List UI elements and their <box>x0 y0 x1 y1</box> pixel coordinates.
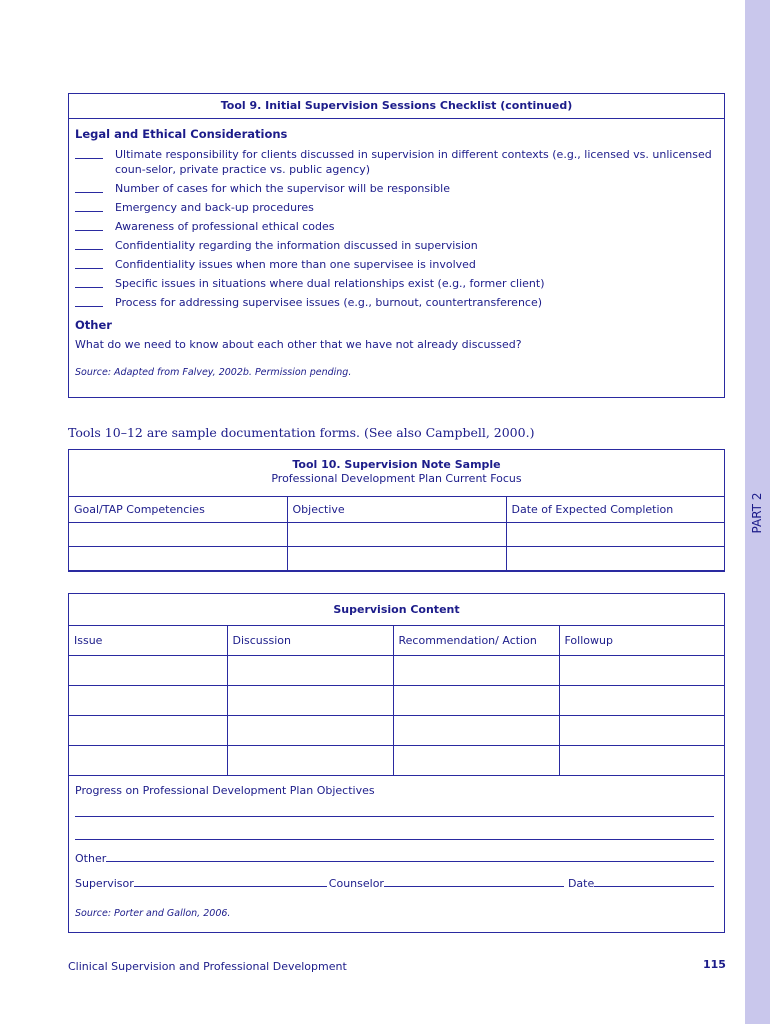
supervision-source: Source: Porter and Gallon, 2006. <box>75 908 231 919</box>
other-label: Other <box>75 852 107 865</box>
table-row <box>69 716 724 746</box>
table-cell[interactable] <box>506 547 724 571</box>
other-field[interactable] <box>106 849 714 862</box>
focus-table <box>69 497 724 571</box>
table-cell[interactable] <box>559 656 724 686</box>
progress-line[interactable] <box>75 816 714 817</box>
intro-text: Tools 10–12 are sample documentation forms. (See also Campbell, 2000.) <box>68 425 535 440</box>
table-header-row <box>69 497 724 523</box>
tool9-title: Tool 9. Initial Supervision Sessions Checklist (continued) <box>69 94 724 119</box>
checklist-item: Emergency and back-up procedures <box>75 200 714 215</box>
column-header: Goal/TAP Competencies <box>69 497 287 523</box>
table-cell[interactable] <box>69 746 227 776</box>
supervisor-label: Supervisor <box>75 877 134 890</box>
table-row <box>69 686 724 716</box>
checkbox-blank[interactable] <box>75 211 103 212</box>
table-cell[interactable] <box>227 746 393 776</box>
checklist-item: Awareness of professional ethical codes <box>75 219 714 234</box>
checklist-item: Specific issues in situations where dual relationships exist (e.g., former client) <box>75 276 714 291</box>
page-number: 115 <box>703 958 726 971</box>
tool10-box <box>68 449 725 572</box>
checkbox-blank[interactable] <box>75 268 103 269</box>
checkbox-blank[interactable] <box>75 249 103 250</box>
checkbox-blank[interactable] <box>75 230 103 231</box>
table-cell[interactable] <box>69 686 227 716</box>
tool10-title: Tool 10. Supervision Note Sample <box>292 458 501 471</box>
tool9-box <box>68 93 725 398</box>
table-header-row <box>69 626 724 656</box>
content-table <box>69 626 724 776</box>
date-label: Date <box>567 877 595 890</box>
checklist-item: Number of cases for which the supervisor will be responsible <box>75 181 714 196</box>
counselor-label: Counselor <box>328 877 384 890</box>
checkbox-blank[interactable] <box>75 287 103 288</box>
table-row <box>69 523 724 547</box>
checkbox-blank[interactable] <box>75 306 103 307</box>
table-cell[interactable] <box>287 523 506 547</box>
supervisor-field[interactable] <box>134 874 327 887</box>
table-cell[interactable] <box>287 547 506 571</box>
table-cell[interactable] <box>506 523 724 547</box>
checklist-item: Confidentiality issues when more than one supervisee is involved <box>75 257 714 272</box>
table-cell[interactable] <box>393 686 559 716</box>
tool10-header <box>69 450 724 497</box>
legal-section-heading: Legal and Ethical Considerations <box>75 127 288 141</box>
other-row <box>75 849 714 865</box>
supervision-content-title: Supervision Content <box>69 594 724 626</box>
checkbox-blank[interactable] <box>75 158 103 159</box>
table-cell[interactable] <box>227 716 393 746</box>
table-cell[interactable] <box>69 656 227 686</box>
other-question: What do we need to know about each other that we have not already discussed? <box>75 338 522 351</box>
table-cell[interactable] <box>227 686 393 716</box>
column-header: Date of Expected Completion <box>506 497 724 523</box>
tool10-subtitle: Professional Development Plan Current Focus <box>271 472 522 485</box>
table-cell[interactable] <box>393 716 559 746</box>
table-cell[interactable] <box>393 656 559 686</box>
part-label: PART 2 <box>750 492 764 534</box>
footer-title: Clinical Supervision and Professional Development <box>68 960 347 973</box>
table-cell[interactable] <box>559 686 724 716</box>
checkbox-blank[interactable] <box>75 192 103 193</box>
table-cell[interactable] <box>69 716 227 746</box>
counselor-field[interactable] <box>384 874 564 887</box>
table-row <box>69 656 724 686</box>
column-header: Recommendation/ Action <box>393 626 559 656</box>
checklist-item: Confidentiality regarding the information discussed in supervision <box>75 238 714 253</box>
table-cell[interactable] <box>227 656 393 686</box>
checklist-item: Ultimate responsibility for clients discussed in supervision in different contexts (e.g., licensed vs. unlicensed coun-selor, private practice vs. public agency) <box>75 147 714 177</box>
table-row <box>69 746 724 776</box>
table-cell[interactable] <box>393 746 559 776</box>
progress-label: Progress on Professional Development Plan Objectives <box>75 784 375 797</box>
other-section-heading: Other <box>75 318 112 332</box>
supervision-content-box <box>68 593 725 933</box>
column-header: Followup <box>559 626 724 656</box>
table-cell[interactable] <box>69 523 287 547</box>
signature-row <box>75 874 714 890</box>
tool9-source: Source: Adapted from Falvey, 2002b. Permission pending. <box>75 367 352 378</box>
column-header: Discussion <box>227 626 393 656</box>
checklist-item: Process for addressing supervisee issues (e.g., burnout, countertransference) <box>75 295 714 310</box>
table-cell[interactable] <box>559 716 724 746</box>
table-row <box>69 547 724 571</box>
table-cell[interactable] <box>559 746 724 776</box>
column-header: Issue <box>69 626 227 656</box>
table-cell[interactable] <box>69 547 287 571</box>
progress-line[interactable] <box>75 839 714 840</box>
column-header: Objective <box>287 497 506 523</box>
date-field[interactable] <box>594 874 714 887</box>
